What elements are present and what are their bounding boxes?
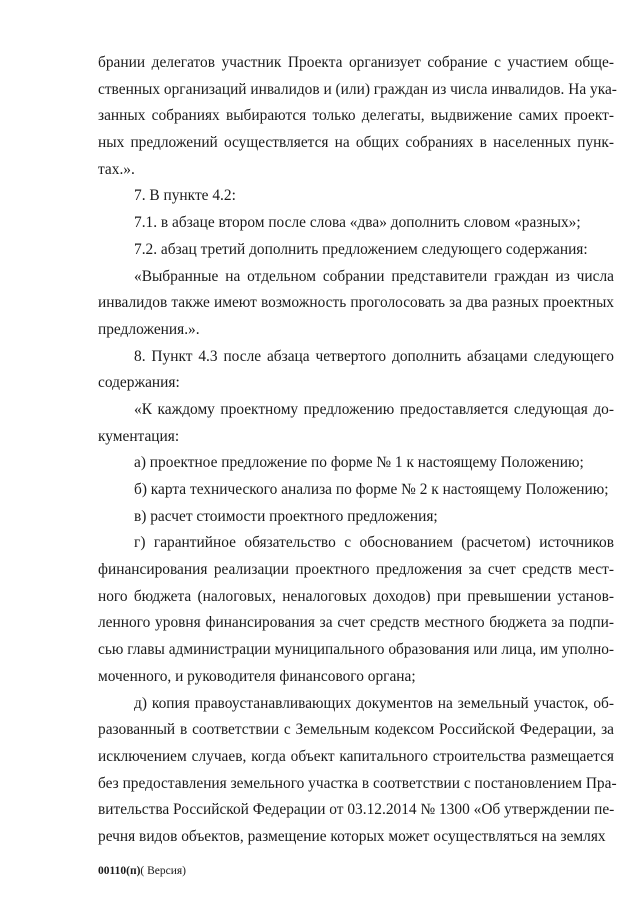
text-line: 7.2. абзац третий дополнить предложением следующего содержания: (134, 240, 588, 258)
text-line: в) расчет стоимости проектного предложения; (134, 507, 438, 525)
text-line: ного бюджета (налоговых, неналоговых доходов) при превышении установ- (98, 587, 614, 605)
text-line: «Выбранные на отдельном собрании представители граждан из числа (134, 267, 614, 285)
paragraph-sub-a (98, 450, 614, 477)
text-line: 8. Пункт 4.3 после абзаца четвертого дополнить абзацами следующего (134, 347, 614, 365)
text-line: «К каждому проектному предложению предоставляется следующая до- (134, 400, 614, 418)
paragraph-quote-7-2 (98, 264, 614, 344)
text-line: моченного, и руководителя финансового органа; (98, 667, 416, 685)
paragraph-sub-b (98, 477, 614, 504)
text-line: брании делегатов участник Проекта организует собрание с участием обще- (98, 54, 614, 71)
footer-document-code: 00110(п) (98, 865, 141, 877)
text-line: без предоставления земельного участка в соответствии с постановлением Пра- (98, 774, 617, 792)
text-line: ных предложений осуществляется на общих собраниях в населенных пунк- (98, 134, 614, 152)
text-line: тах.». (98, 160, 135, 178)
text-line: содержания: (98, 374, 180, 392)
text-line: б) карта технического анализа по форме № 2 к настоящему Положению; (134, 481, 609, 498)
text-line: ственных организаций инвалидов и (или) граждан из числа инвалидов. На ука- (98, 80, 617, 98)
text-line: вительства Российской Федерации от 03.12.2014 № 1300 «Об утверждении пе- (98, 801, 615, 819)
document-body (98, 50, 617, 851)
paragraph-sub-d (98, 691, 617, 851)
paragraph-item-8 (98, 344, 614, 397)
text-line: 7.1. в абзаце втором после слова «два» дополнить словом «разных»; (134, 214, 581, 232)
text-line: а) проектное предложение по форме № 1 к настоящему Положению; (134, 454, 584, 472)
paragraph-sub-v (98, 504, 614, 531)
paragraph-sub-g (98, 530, 614, 690)
paragraph-item-7-2 (98, 237, 614, 264)
footer-version-label: ( Версия) (140, 865, 187, 877)
text-line: 7. В пункте 4.2: (134, 187, 236, 205)
text-line: речня видов объектов, размещение которых может осуществляться на землях (98, 827, 606, 845)
text-line: г) гарантийное обязательство с обоснованием (расчетом) источников (134, 534, 614, 552)
paragraph-quote-8 (98, 397, 614, 450)
text-line: сью главы администрации муниципального образования или лица, им уполно- (98, 641, 615, 659)
text-line: исключением случаев, когда объект капитального строительства размещается (98, 747, 614, 765)
paragraph-item-7-1 (98, 210, 614, 237)
text-line: разованный в соответствии с Земельным кодексом Российской Федерации, за (98, 721, 614, 739)
text-line: занных собраниях выбираются только делегаты, выдвижение самих проект- (98, 107, 614, 125)
paragraph-continuation (98, 50, 617, 183)
text-line: финансирования реализации проектного предложения за счет средств мест- (98, 561, 614, 579)
text-line: кументация: (98, 427, 180, 445)
paragraph-item-7 (98, 183, 614, 210)
text-line: инвалидов также имеют возможность проголосовать за два разных проектных (98, 294, 614, 312)
text-line: д) копия правоустанавливающих документов на земельный участок, об- (134, 694, 614, 712)
text-line: предложения.». (98, 320, 200, 338)
page-footer (98, 863, 186, 879)
text-line: ленного уровня финансирования за счет средств местного бюджета за подпи- (98, 614, 614, 632)
